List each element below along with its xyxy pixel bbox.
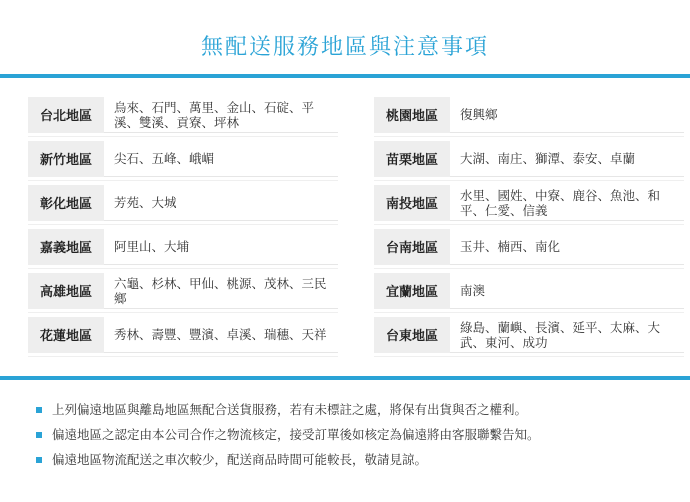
top-divider: [0, 74, 690, 78]
region-label: 高雄地區: [28, 273, 104, 309]
region-places: 南澳: [460, 283, 486, 298]
region-places: 芳苑、大城: [114, 195, 177, 210]
region-row-right: [374, 317, 684, 353]
list-item: [36, 427, 676, 451]
region-places: 水里、國姓、中寮、鹿谷、魚池、和平、仁愛、信義: [460, 187, 661, 218]
region-row-right: [374, 97, 684, 133]
region-row-left: [28, 185, 338, 221]
region-row-right: [374, 273, 684, 309]
region-row-right: [374, 185, 684, 221]
region-label: 彰化地區: [28, 185, 104, 221]
bottom-divider: [0, 376, 690, 380]
region-row-left: [28, 141, 338, 177]
region-label: 花蓮地區: [28, 317, 104, 353]
region-label: 新竹地區: [28, 141, 104, 177]
square-bullet-icon: [36, 457, 42, 463]
region-row-right: [374, 229, 684, 265]
region-row-left: [28, 273, 338, 309]
page-title: 無配送服務地區與注意事項: [200, 35, 489, 60]
list-item: [36, 402, 676, 426]
region-label: 台南地區: [374, 229, 450, 265]
region-label: 台北地區: [28, 97, 104, 133]
region-places: 尖石、五峰、峨嵋: [114, 151, 215, 166]
region-row-left: [28, 317, 338, 353]
region-places: 阿里山、大埔: [114, 239, 190, 254]
region-places: 六龜、杉林、甲仙、桃源、茂林、三民鄉: [114, 275, 327, 306]
list-item: [36, 452, 676, 476]
region-row-left: [28, 229, 338, 265]
region-places: 綠島、蘭嶼、長濱、延平、太麻、大武、東河、成功: [460, 319, 661, 350]
region-row-right: [374, 141, 684, 177]
notes-list: [36, 402, 676, 477]
region-places: 烏來、石門、萬里、金山、石碇、平溪、雙溪、貢寮、坪林: [114, 99, 315, 130]
note-text: 上列偏遠地區與離島地區無配合送貨服務，若有未標註之處，將保有出貨與否之權利。: [52, 402, 528, 417]
region-grid: [28, 97, 668, 353]
region-label: 嘉義地區: [28, 229, 104, 265]
region-places: 玉井、楠西、南化: [460, 239, 561, 254]
square-bullet-icon: [36, 407, 42, 413]
region-places: 復興鄉: [460, 107, 498, 122]
region-label: 南投地區: [374, 185, 450, 221]
square-bullet-icon: [36, 432, 42, 438]
region-label: 苗栗地區: [374, 141, 450, 177]
region-places: 秀林、壽豐、豐濱、卓溪、瑞穗、天祥: [114, 327, 327, 342]
note-text: 偏遠地區之認定由本公司合作之物流核定，接受訂單後如核定為偏遠將由客服聯繫告知。: [52, 427, 540, 442]
region-places: 大湖、南庄、獅潭、泰安、卓蘭: [460, 151, 636, 166]
region-label: 桃園地區: [374, 97, 450, 133]
region-label: 台東地區: [374, 317, 450, 353]
note-text: 偏遠地區物流配送之車次較少，配送商品時間可能較長，敬請見諒。: [52, 452, 428, 467]
region-row-left: [28, 97, 338, 133]
region-label: 宜蘭地區: [374, 273, 450, 309]
